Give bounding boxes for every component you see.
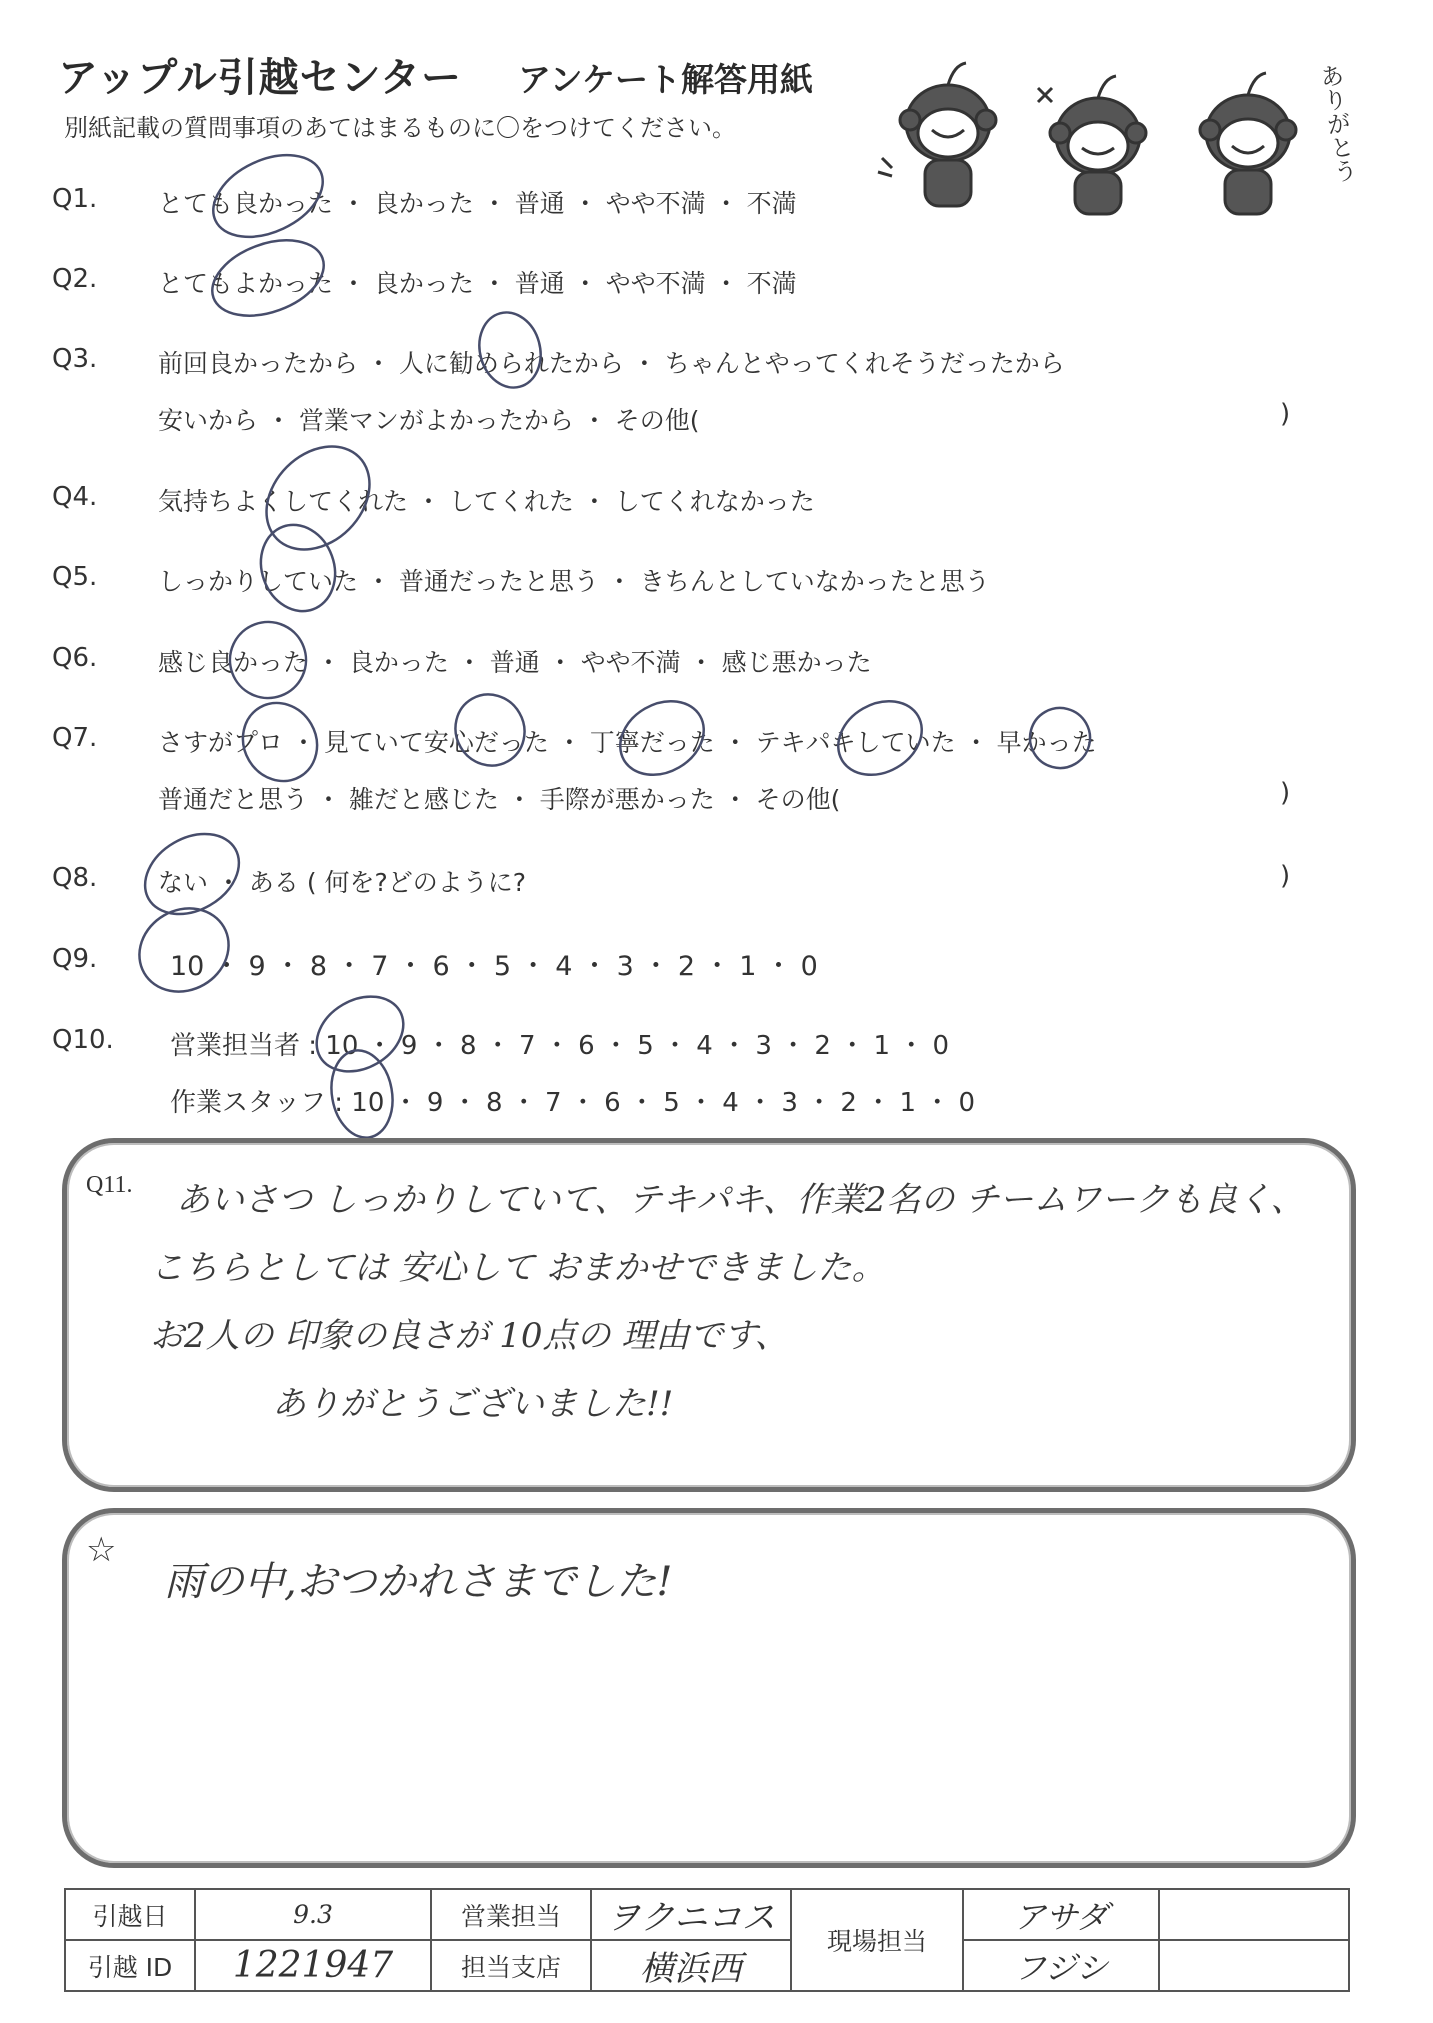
q1-options: とても良かった ・ 良かった ・ 普通 ・ やや不満 ・ 不満 [158, 189, 797, 218]
field-staff-empty-2 [1159, 1940, 1349, 1991]
branch-value: 横浜西 [591, 1940, 791, 1991]
field-staff-empty-1 [1159, 1889, 1349, 1940]
q7-options-line2: 普通だと思う ・ 雑だと感じた ・ 手際が悪かった ・ その他( [158, 785, 841, 814]
circle-mark [124, 892, 244, 1007]
move-date-label: 引越日 [65, 1889, 195, 1940]
q4-label: Q4. [52, 482, 98, 512]
q9-scale: 10 ・ 9 ・ 8 ・ 7 ・ 6 ・ 5 ・ 4 ・ 3 ・ 2 ・ 1 ・ 0 [170, 951, 818, 982]
q8-label: Q8. [52, 863, 98, 893]
circle-mark [249, 514, 347, 621]
q4-options: 気持ちよくしてくれた ・ してくれた ・ してくれなかった [158, 487, 815, 516]
circle-mark [303, 982, 417, 1087]
circle-mark [219, 611, 316, 708]
q7-label: Q7. [52, 723, 98, 753]
q7-options-line1: さすがプロ ・ 見ていて安心だった ・ 丁寧だった ・ テキパキしていた ・ 早かった [158, 728, 1097, 757]
q11-comment-line4: ありがとうございました!! [272, 1384, 674, 1424]
star-icon: ☆ [86, 1530, 117, 1570]
q3-options-line1: 前回良かったから ・ 人に勧められたから ・ ちゃんとやってくれそうだったから [158, 349, 1065, 378]
q9-label: Q9. [52, 944, 98, 974]
circle-mark [471, 306, 549, 395]
mascot-thanks-text: ありがとう [1314, 62, 1359, 185]
q8-paren-close: ) [1280, 861, 1291, 891]
field-staff-value-1: アサダ [963, 1889, 1159, 1940]
branch-label: 担当支店 [431, 1940, 591, 1991]
q6-options: 感じ良かった ・ 良かった ・ 普通 ・ やや不満 ・ 感じ悪かった [158, 648, 872, 677]
q1-label: Q1. [52, 184, 98, 214]
form-title: アンケート解答用紙 [518, 60, 814, 99]
q11-label: Q11. [86, 1172, 133, 1198]
q3-paren-close: ) [1280, 399, 1291, 429]
field-staff-value-2: フジシ [963, 1940, 1159, 1991]
field-staff-label: 現場担当 [791, 1889, 963, 1991]
move-id-value: 1221947 [195, 1940, 431, 1991]
circle-mark [202, 226, 334, 330]
footer-info-table [64, 1888, 1350, 1992]
q11-comment-line3: お2人の 印象の良さが 10点の 理由です、 [150, 1316, 789, 1356]
circle-mark [325, 1045, 399, 1142]
q10-sales-scale: 営業担当者 : 10 ・ 9 ・ 8 ・ 7 ・ 6 ・ 5 ・ 4 ・ 3 ・ 2 ・ 1 ・ 0 [170, 1031, 950, 1061]
q5-label: Q5. [52, 562, 98, 592]
move-date-value: 9.3 [195, 1889, 431, 1940]
circle-mark [443, 682, 538, 778]
q11-comment-line1: あいさつ しっかりしていて、テキパキ、作業2名の チームワークも良く、 [176, 1180, 1305, 1220]
brand-name: アップル引越センター [58, 55, 462, 101]
circle-mark [131, 818, 254, 930]
circle-mark [246, 426, 390, 570]
free-note-text: 雨の中,おつかれさまでした! [164, 1559, 673, 1605]
circle-mark [229, 689, 331, 794]
circle-mark [200, 139, 336, 253]
q3-label: Q3. [52, 344, 98, 374]
q2-label: Q2. [52, 264, 98, 294]
circle-mark [825, 687, 935, 790]
q10-label: Q10. [52, 1025, 114, 1055]
q8-options: ない ・ ある ( 何を?どのように? [158, 868, 527, 897]
q7-paren-close: ) [1280, 778, 1291, 808]
q3-options-line2: 安いから ・ 営業マンがよかったから ・ その他( [158, 406, 700, 435]
q5-options: しっかりしていた ・ 普通だったと思う ・ きちんとしていなかったと思う [158, 567, 990, 596]
q2-options: とてもよかった ・ 良かった ・ 普通 ・ やや不満 ・ 不満 [158, 269, 797, 298]
circle-mark [607, 687, 717, 790]
q6-label: Q6. [52, 643, 98, 673]
sales-rep-value: ヲクニコス [591, 1889, 791, 1940]
instructions: 別紙記載の質問事項のあてはまるものに〇をつけてください。 [64, 114, 736, 142]
move-id-label: 引越 ID [65, 1940, 195, 1991]
sales-rep-label: 営業担当 [431, 1889, 591, 1940]
circle-mark [1019, 697, 1101, 779]
q10-staff-scale: 作業スタッフ : 10 ・ 9 ・ 8 ・ 7 ・ 6 ・ 5 ・ 4 ・ 3 ・ 2 ・ 1 ・ 0 [170, 1088, 976, 1118]
q11-comment-line2: こちらとしては 安心して おまかせできました。 [150, 1248, 886, 1288]
